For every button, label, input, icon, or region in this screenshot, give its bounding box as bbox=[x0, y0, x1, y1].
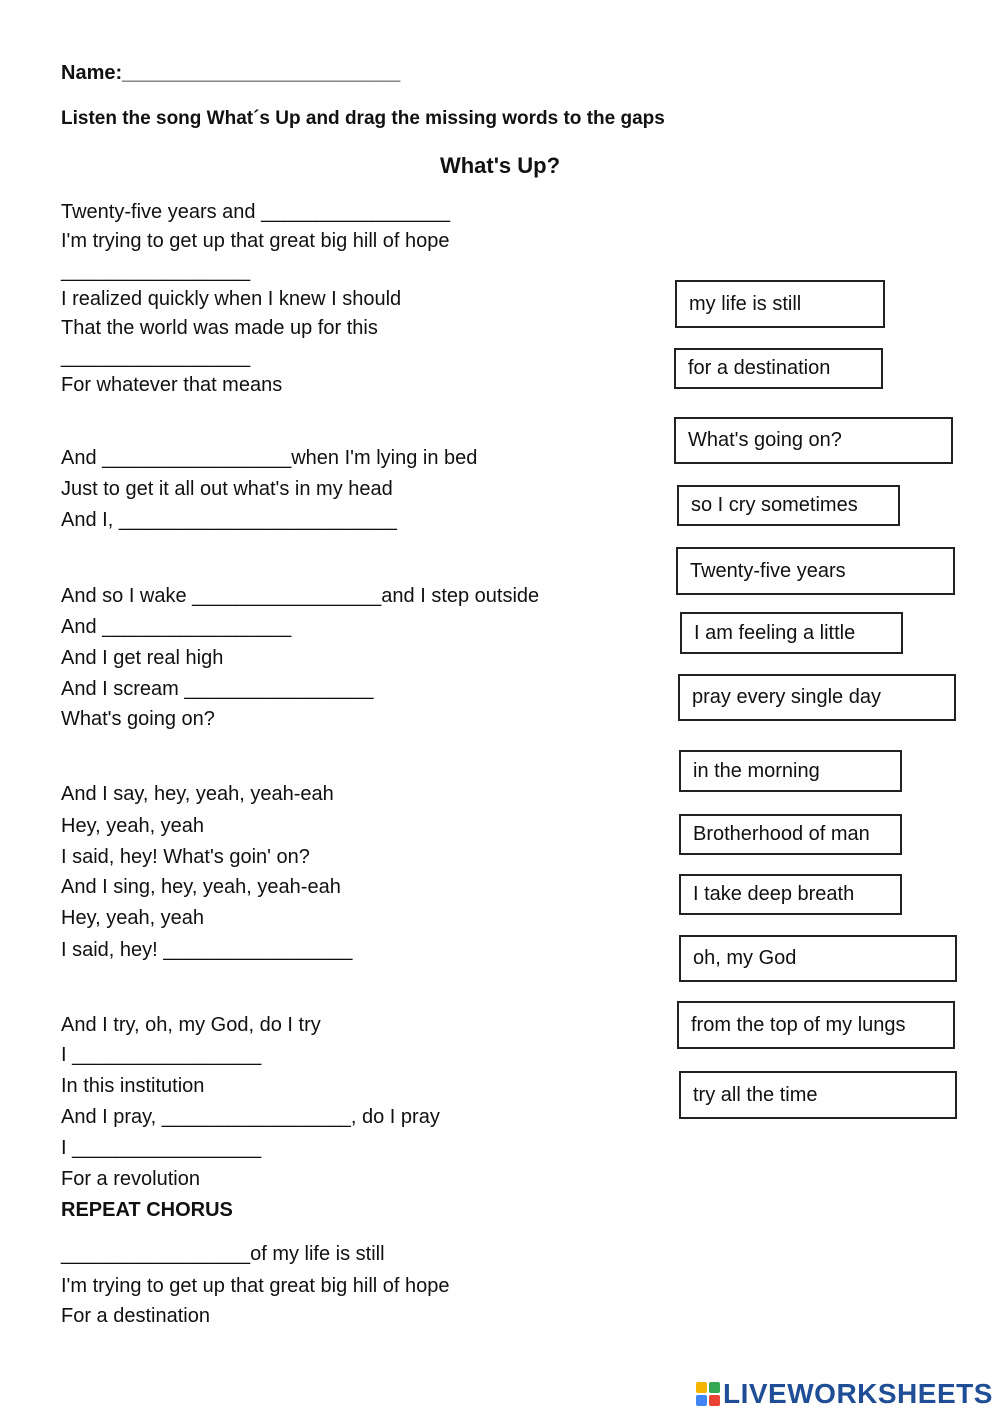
word-tile-i-take-deep-breath[interactable]: I take deep breath bbox=[679, 874, 902, 915]
word-tile-oh-my-god[interactable]: oh, my God bbox=[679, 935, 957, 982]
logo-square bbox=[709, 1382, 720, 1393]
lyric-line: I _________________ bbox=[61, 1044, 262, 1066]
lyric-line: And I, _________________________ bbox=[61, 509, 397, 531]
lyric-line: And I scream _________________ bbox=[61, 678, 374, 700]
lyric-line: And I say, hey, yeah, yeah-eah bbox=[61, 783, 334, 805]
lyric-line: _________________ bbox=[61, 260, 251, 282]
word-tile-so-i-cry-sometimes[interactable]: so I cry sometimes bbox=[677, 485, 900, 526]
lyric-line: _________________ bbox=[61, 346, 251, 368]
word-tile-i-am-feeling-a-little[interactable]: I am feeling a little bbox=[680, 612, 903, 654]
lyric-line: Twenty-five years and _________________ bbox=[61, 201, 451, 223]
lyric-line: I said, hey! _________________ bbox=[61, 939, 353, 961]
word-tile-try-all-the-time[interactable]: try all the time bbox=[679, 1071, 957, 1119]
lyric-line: I'm trying to get up that great big hill of hope bbox=[61, 1275, 450, 1297]
word-tile-my-life-is-still[interactable]: my life is still bbox=[675, 280, 885, 328]
logo-mark-icon bbox=[696, 1382, 720, 1406]
lyric-line: I _________________ bbox=[61, 1137, 262, 1159]
word-tile-for-a-destination[interactable]: for a destination bbox=[674, 348, 883, 389]
lyric-line: That the world was made up for this bbox=[61, 317, 378, 339]
lyric-line: I said, hey! What's goin' on? bbox=[61, 846, 310, 868]
word-tile-twenty-five-years[interactable]: Twenty-five years bbox=[676, 547, 955, 595]
lyric-line: Just to get it all out what's in my head bbox=[61, 478, 393, 500]
instructions: Listen the song What´s Up and drag the missing words to the gaps bbox=[61, 108, 665, 129]
word-tile-in-the-morning[interactable]: in the morning bbox=[679, 750, 902, 792]
lyric-line: I'm trying to get up that great big hill of hope bbox=[61, 230, 450, 252]
repeat-chorus-label: REPEAT CHORUS bbox=[61, 1199, 233, 1221]
word-tile-brotherhood-of-man[interactable]: Brotherhood of man bbox=[679, 814, 902, 855]
lyric-line: And I pray, _________________, do I pray bbox=[61, 1106, 440, 1128]
logo-square bbox=[696, 1395, 707, 1406]
lyric-line: _________________of my life is still bbox=[61, 1243, 385, 1265]
lyric-line: For a destination bbox=[61, 1305, 210, 1327]
lyric-line: And _________________when I'm lying in bed bbox=[61, 447, 478, 469]
lyric-line: Hey, yeah, yeah bbox=[61, 907, 205, 929]
lyric-line: For whatever that means bbox=[61, 374, 283, 396]
lyric-line: I realized quickly when I knew I should bbox=[61, 288, 402, 310]
lyric-line: And so I wake _________________and I step outside bbox=[61, 585, 540, 607]
lyric-line: And I try, oh, my God, do I try bbox=[61, 1014, 321, 1036]
lyric-line: What's going on? bbox=[61, 708, 215, 730]
word-tile-pray-every-single-day[interactable]: pray every single day bbox=[678, 674, 956, 721]
lyric-line: And I get real high bbox=[61, 647, 224, 669]
lyric-line: In this institution bbox=[61, 1075, 205, 1097]
lyric-line: And I sing, hey, yeah, yeah-eah bbox=[61, 876, 341, 898]
lyric-line: Hey, yeah, yeah bbox=[61, 815, 205, 837]
lyric-line: And _________________ bbox=[61, 616, 292, 638]
name-field-label: Name:_________________________ bbox=[61, 62, 401, 84]
song-title: What's Up? bbox=[439, 153, 561, 178]
word-tile-from-the-top-of-my-lungs[interactable]: from the top of my lungs bbox=[677, 1001, 955, 1049]
liveworksheets-logo bbox=[696, 1377, 993, 1411]
lyric-line: For a revolution bbox=[61, 1168, 200, 1190]
word-tile-whats-going-on[interactable]: What's going on? bbox=[674, 417, 953, 464]
logo-square bbox=[696, 1382, 707, 1393]
logo-text: LIVEWORKSHEETS bbox=[723, 1378, 993, 1409]
logo-square bbox=[709, 1395, 720, 1406]
